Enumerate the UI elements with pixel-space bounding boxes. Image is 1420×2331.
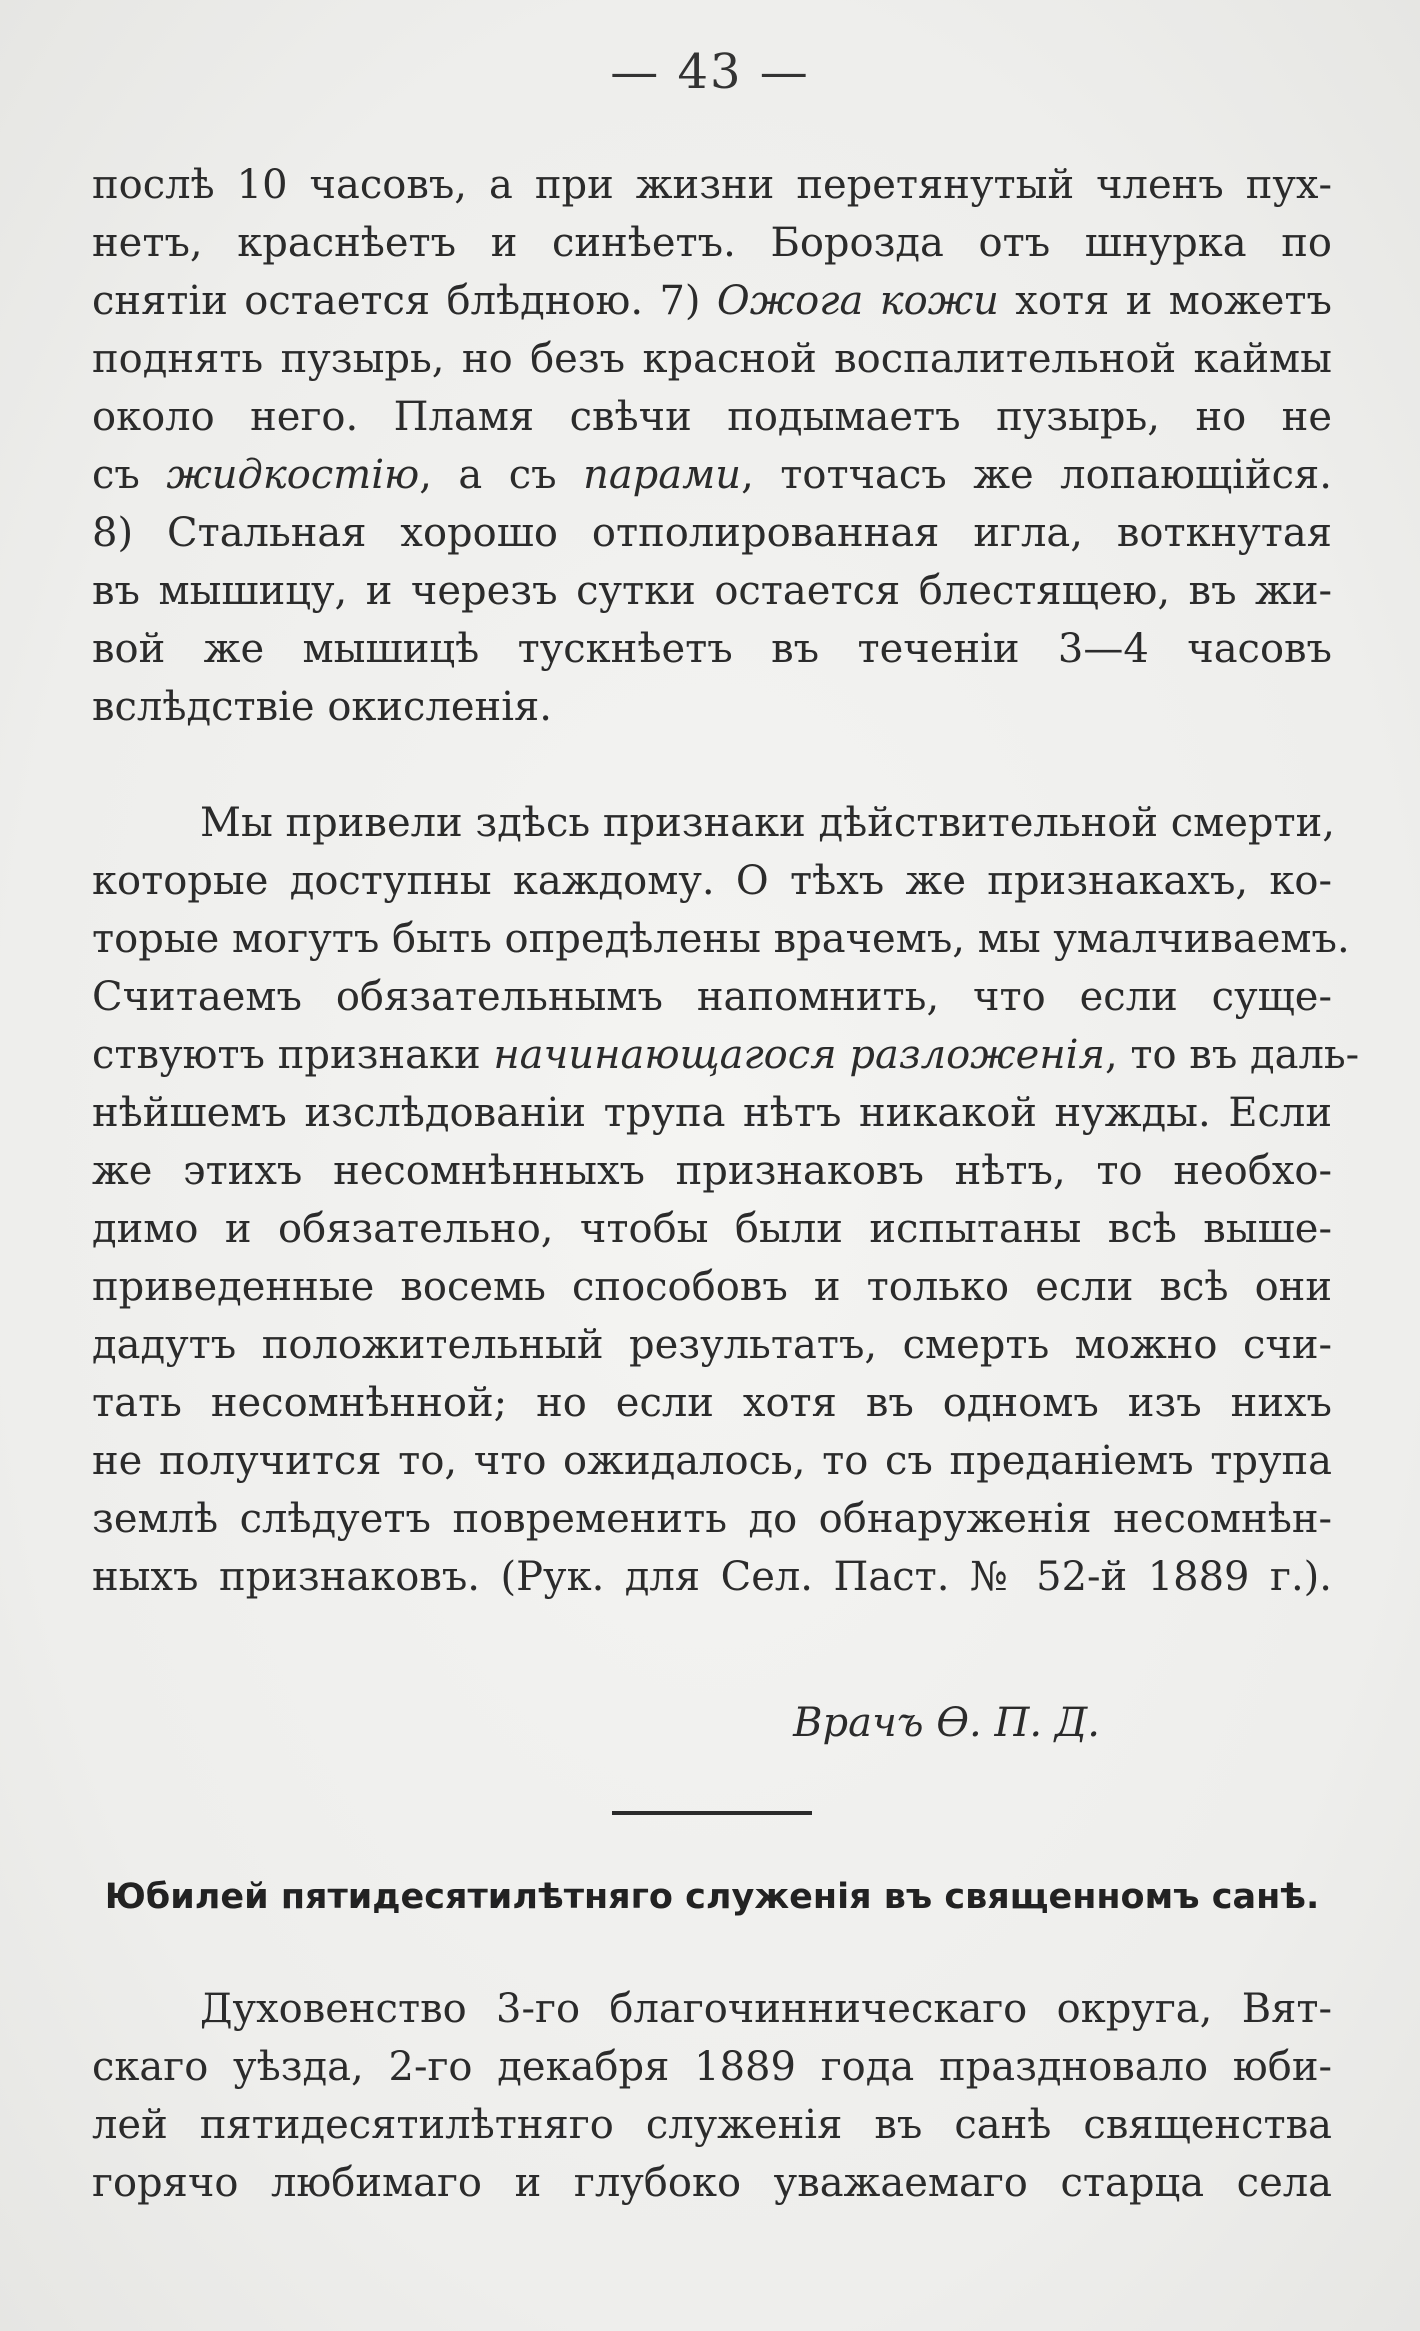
text-line: ствуютъ признаки начинающагося разложенія, то въ даль- [92,1032,1360,1078]
text-line: не получится то, что ожидалось, то съ преданіемъ трупа [92,1438,1332,1484]
text-line: которые доступны каждому. О тѣхъ же признакахъ, ко- [92,858,1332,904]
text-line: вслѣдствіе окисленія. [92,684,552,730]
text-line: димо и обязательно, чтобы были испытаны всѣ выше- [92,1206,1332,1252]
text-line: поднять пузырь, но безъ красной воспалительной каймы [92,336,1332,382]
author-signature: Врачъ Ѳ. П. Д. [793,1700,1100,1746]
text-line: въ мышицу, и черезъ сутки остается блестящею, въ жи- [92,568,1332,614]
text-line: торые могутъ быть опредѣлены врачемъ, мы умалчиваемъ. [92,916,1350,962]
text-line: Духовенство 3-го благочинническаго округа, Вят- [200,1986,1332,2032]
section-divider [612,1811,812,1815]
text-line: горячо любимаго и глубоко уважаемаго старца села [92,2160,1332,2206]
text-line: нетъ, краснѣетъ и синѣетъ. Борозда отъ шнурка по [92,220,1332,266]
text-line: вой же мышицѣ тускнѣетъ въ теченіи 3—4 часовъ [92,626,1332,672]
text-line: землѣ слѣдуетъ повременить до обнаруженія несомнѣн- [92,1496,1332,1542]
text-line: съ жидкостію, а съ парами, тотчасъ же лопающійся. [92,452,1332,498]
text-line: тать несомнѣнной; но если хотя въ одномъ изъ нихъ [92,1380,1332,1426]
text-line: около него. Пламя свѣчи подымаетъ пузырь, но не [92,394,1332,440]
text-line: нѣйшемъ изслѣдованіи трупа нѣтъ никакой нужды. Если [92,1090,1332,1136]
paragraph-jubilee [92,1980,1332,2212]
text-line: Считаемъ обязательнымъ напомнить, что если суще- [92,974,1332,1020]
text-line: послѣ 10 часовъ, а при жизни перетянутый членъ пух- [92,162,1332,208]
text-line: же этихъ несомнѣнныхъ признаковъ нѣтъ, то необхо- [92,1148,1332,1194]
text-line: приведенные восемь способовъ и только если всѣ они [92,1264,1332,1310]
text-line: дадутъ положительный результатъ, смерть можно счи- [92,1322,1332,1368]
text-line: скаго уѣзда, 2-го декабря 1889 года праздновало юби- [92,2044,1332,2090]
text-line: лей пятидесятилѣтняго служенія въ санѣ священства [92,2102,1332,2148]
paragraph-conclusion [92,794,1360,1606]
text-line: ныхъ признаковъ. (Рук. для Сел. Паст. № 52-й 1889 г.). [92,1554,1332,1600]
paragraph-death-signs [92,156,1332,736]
text-line: 8) Стальная хорошо отполированная игла, воткнутая [92,510,1332,556]
text-line: снятіи остается блѣдною. 7) Ожога кожи хотя и можетъ [92,278,1332,324]
page-number: — 43 — [610,44,810,100]
text-line: Мы привели здѣсь признаки дѣйствительной смерти, [200,800,1336,846]
section-heading: Юбилей пятидесятилѣтняго служенія въ священномъ санѣ. [104,1877,1320,1917]
